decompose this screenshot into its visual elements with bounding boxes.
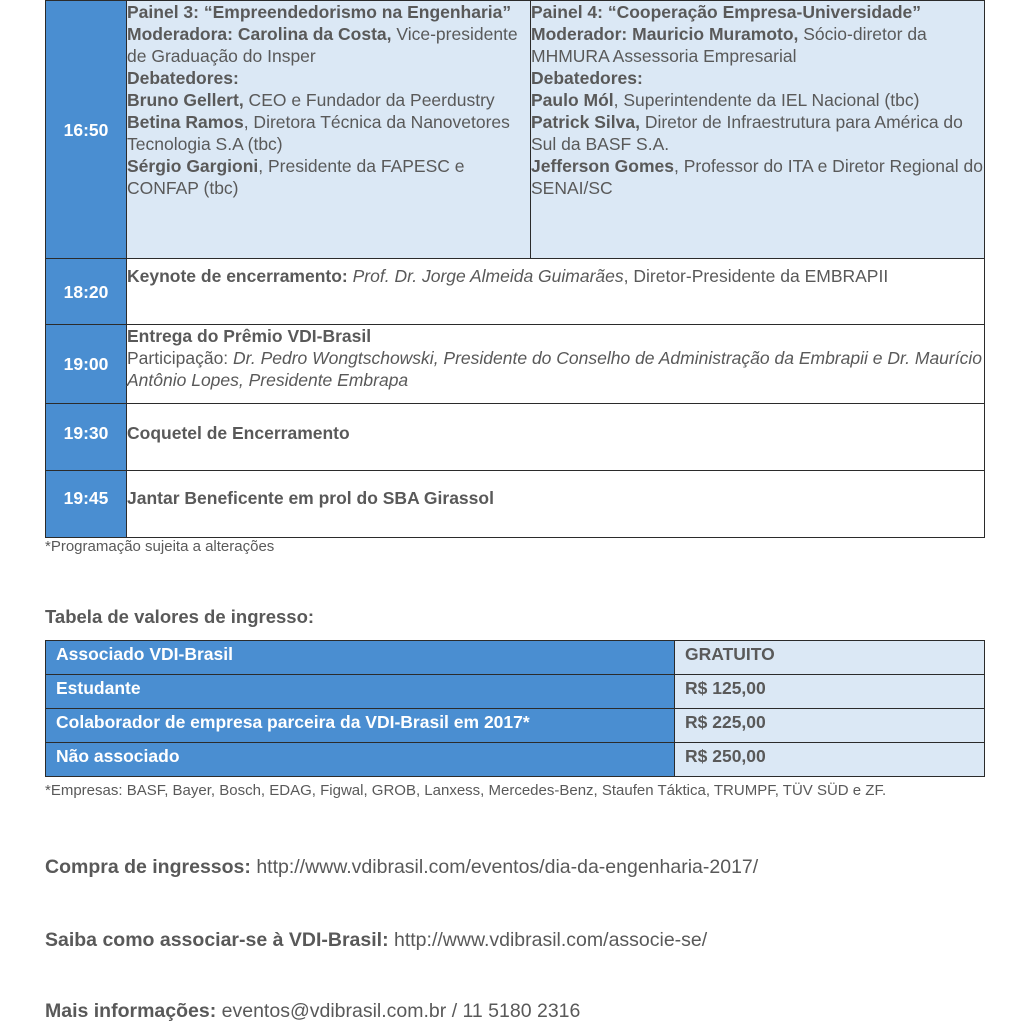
schedule-row-1945 [46, 471, 985, 538]
buy-tickets-line [45, 856, 758, 878]
prices-heading: Tabela de valores de ingresso: [45, 606, 315, 627]
time-cell: 19:30 [46, 404, 127, 471]
panel-3-debater-2: Betina Ramos, Diretora Técnica da Nanovetores Tecnologia S.A (tbc) [127, 112, 510, 154]
panel-4-moderator: Moderador: Mauricio Muramoto, Sócio-diretor da MHMURA Assessoria Empresarial [531, 24, 927, 66]
panel-4-debater-3: Jefferson Gomes, Professor do ITA e Diretor Regional do SENAI/SC [531, 156, 983, 198]
join-label: Saiba como associar-se à VDI-Brasil: [45, 929, 389, 951]
contact-text[interactable]: eventos@vdibrasil.com.br / 11 5180 2316 [221, 1000, 581, 1022]
price-row [46, 743, 985, 777]
buy-link[interactable]: http://www.vdibrasil.com/eventos/dia-da-engenharia-2017/ [256, 856, 759, 878]
schedule-note: *Programação sujeita a alterações [45, 538, 275, 555]
panel-3-debaters-label: Debatedores: [127, 68, 239, 88]
buy-label: Compra de ingressos: [45, 856, 251, 878]
panel-3-title: Painel 3: “Empreendedorismo na Engenharia” [127, 2, 512, 22]
keynote-label: Keynote de encerramento: [127, 266, 353, 286]
schedule-row-1900 [46, 325, 985, 404]
schedule-row-1650 [46, 1, 985, 259]
price-value: R$ 225,00 [675, 709, 985, 743]
price-label: Associado VDI-Brasil [46, 641, 675, 675]
price-label: Colaborador de empresa parceira da VDI-Brasil em 2017* [46, 709, 675, 743]
panel-4-debater-2: Patrick Silva, Diretor de Infraestrutura para América do Sul da BASF S.A. [531, 112, 963, 154]
keynote-speaker: Prof. Dr. Jorge Almeida Guimarães [352, 266, 624, 286]
schedule-table [45, 0, 985, 538]
panel-3-debater-1: Bruno Gellert, CEO e Fundador da Peerdustry [127, 90, 495, 110]
award-participants: Participação: Dr. Pedro Wongtschowski, Presidente do Conselho de Administração da Embrapii e Dr. Maurício Antônio Lopes, Presidente Embrapa [127, 348, 982, 390]
prices-table [45, 640, 985, 777]
join-link[interactable]: http://www.vdibrasil.com/associe-se/ [394, 929, 708, 951]
more-info-line [45, 1000, 580, 1022]
price-label: Estudante [46, 675, 675, 709]
keynote-role: , Diretor-Presidente da EMBRAPII [623, 266, 889, 286]
time-cell: 16:50 [46, 1, 127, 259]
panel-3-debater-3: Sérgio Gargioni, Presidente da FAPESC e CONFAP (tbc) [127, 156, 465, 198]
award-title: Entrega do Prêmio VDI-Brasil [127, 326, 372, 346]
panel-4-debaters-label: Debatedores: [531, 68, 643, 88]
schedule-row-1930 [46, 404, 985, 471]
panel-4-debater-1: Paulo Mól, Superintendente da IEL Nacional (tbc) [531, 90, 920, 110]
award-cell [127, 325, 985, 404]
dinner-title: Jantar Beneficente em prol do SBA Girassol [127, 471, 985, 538]
more-label: Mais informações: [45, 1000, 217, 1022]
keynote-cell [127, 259, 985, 325]
time-cell: 18:20 [46, 259, 127, 325]
panel-4-title: Painel 4: “Cooperação Empresa-Universidade” [531, 2, 921, 22]
price-value: GRATUITO [675, 641, 985, 675]
price-row [46, 641, 985, 675]
join-line [45, 929, 707, 951]
panel-3-cell [127, 1, 531, 259]
panel-3-moderator: Moderadora: Carolina da Costa, Vice-presidente de Graduação do Insper [127, 24, 518, 66]
price-value: R$ 125,00 [675, 675, 985, 709]
companies-note: *Empresas: BASF, Bayer, Bosch, EDAG, Figwal, GROB, Lanxess, Mercedes-Benz, Staufen Táktica, TRUMPF, TÜV SÜD e ZF. [45, 782, 887, 799]
panel-4-cell [531, 1, 985, 259]
price-row [46, 709, 985, 743]
price-row [46, 675, 985, 709]
cocktail-title: Coquetel de Encerramento [127, 404, 985, 471]
price-value: R$ 250,00 [675, 743, 985, 777]
time-cell: 19:00 [46, 325, 127, 404]
price-label: Não associado [46, 743, 675, 777]
schedule-row-1820 [46, 259, 985, 325]
time-cell: 19:45 [46, 471, 127, 538]
